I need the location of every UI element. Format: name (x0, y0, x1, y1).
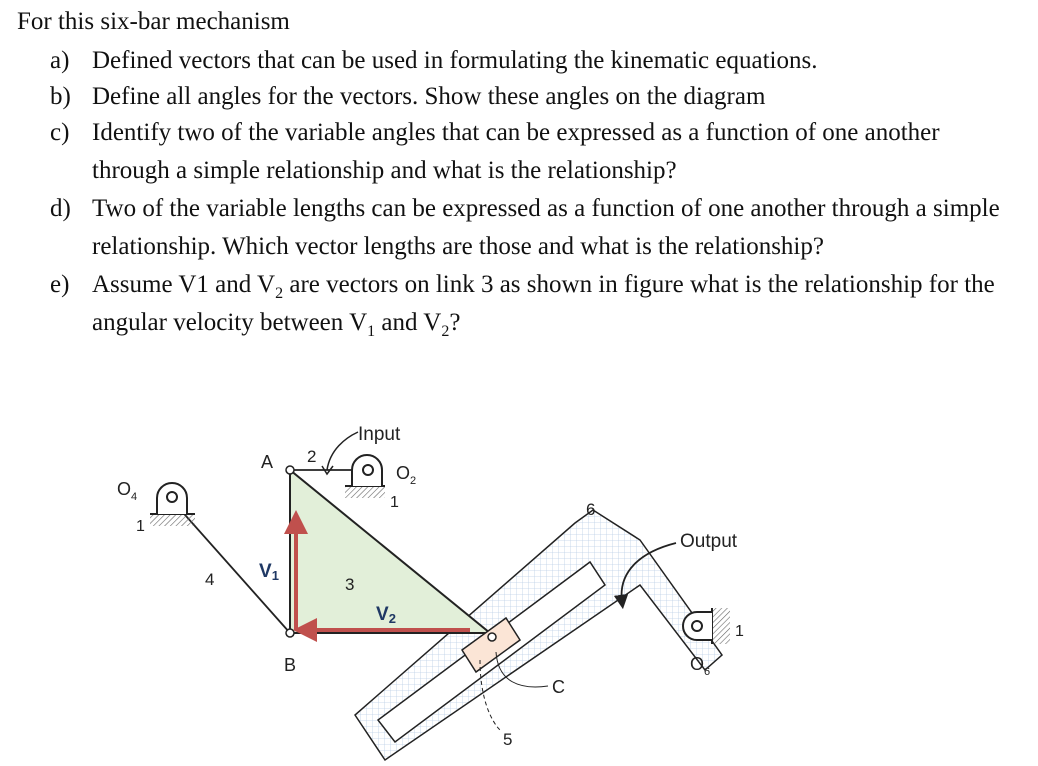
question-e-sub-3: 2 (441, 323, 450, 340)
intro-heading: For this six-bar mechanism (17, 8, 290, 35)
label-link3: 3 (345, 575, 355, 594)
question-a-text: Defined vectors that can be used in formulating the kinematic equations. (92, 47, 818, 74)
label-link2: 2 (307, 447, 317, 466)
label-link5: 5 (503, 730, 513, 749)
label-output: Output (680, 531, 738, 552)
question-e-part-4: ? (449, 309, 461, 336)
label-v2-sub: 2 (388, 611, 396, 626)
label-link1-o6: 1 (735, 623, 744, 640)
label-o4 (117, 479, 137, 503)
label-o2-main: O (396, 463, 411, 483)
link-6-group (355, 510, 722, 760)
question-d-text: Two of the variable lengths can be expressed as a function of one another through a simple relationship. Which vector lengths are those and what is the relationship? (92, 195, 1000, 260)
label-v1-sub: 1 (271, 568, 279, 583)
label-o6-main: O (690, 654, 705, 674)
question-c-text: Identify two of the variable angles that can be expressed as a function of one another through a simple relationship and what is the relationship? (92, 119, 940, 184)
label-c: C (552, 677, 565, 697)
ground-o4-hatch (150, 514, 195, 526)
label-o4-main: O (117, 479, 132, 499)
question-d-mark: d) (50, 195, 71, 222)
label-o2 (396, 463, 416, 487)
question-c-mark: c) (50, 119, 70, 146)
question-e-sub-1: 2 (275, 285, 284, 302)
label-o4-sub: 4 (131, 491, 138, 503)
question-b-text: Define all angles for the vectors. Show these angles on the diagram (92, 83, 766, 110)
label-link6: 6 (586, 500, 596, 519)
question-a-mark: a) (50, 47, 70, 74)
question-e-part-3: and V (375, 309, 442, 336)
label-o6-sub: 6 (704, 666, 711, 678)
label-link1-o2: 1 (390, 494, 399, 511)
pin-o6 (692, 621, 702, 631)
label-link4: 4 (205, 570, 215, 589)
label-input: Input (358, 424, 401, 445)
ground-o2-hatch (345, 486, 385, 498)
pin-o4 (167, 492, 177, 502)
pin-slider (488, 633, 496, 641)
ground-o4 (150, 483, 195, 526)
question-e-part-2: are vectors on link 3 as shown in figure what is the relationship for the angular velocity between V (92, 271, 995, 336)
pin-o2 (363, 465, 373, 475)
question-e-mark: e) (50, 271, 70, 298)
label-v1 (259, 561, 279, 583)
label-o2-sub: 2 (410, 475, 417, 487)
question-e-part-1: Assume V1 and V (92, 271, 276, 298)
label-a: A (261, 452, 274, 472)
pin-a (286, 466, 294, 474)
ground-o6 (683, 608, 730, 644)
ground-o6-hatch (712, 608, 730, 644)
question-b-mark: b) (50, 83, 71, 110)
label-link1-o4: 1 (136, 518, 145, 535)
label-v2-main: V (376, 604, 389, 625)
question-e-sub-2: 1 (367, 323, 376, 340)
pin-b (286, 629, 294, 637)
label-v1-main: V (259, 561, 272, 582)
label-b: B (284, 655, 297, 675)
